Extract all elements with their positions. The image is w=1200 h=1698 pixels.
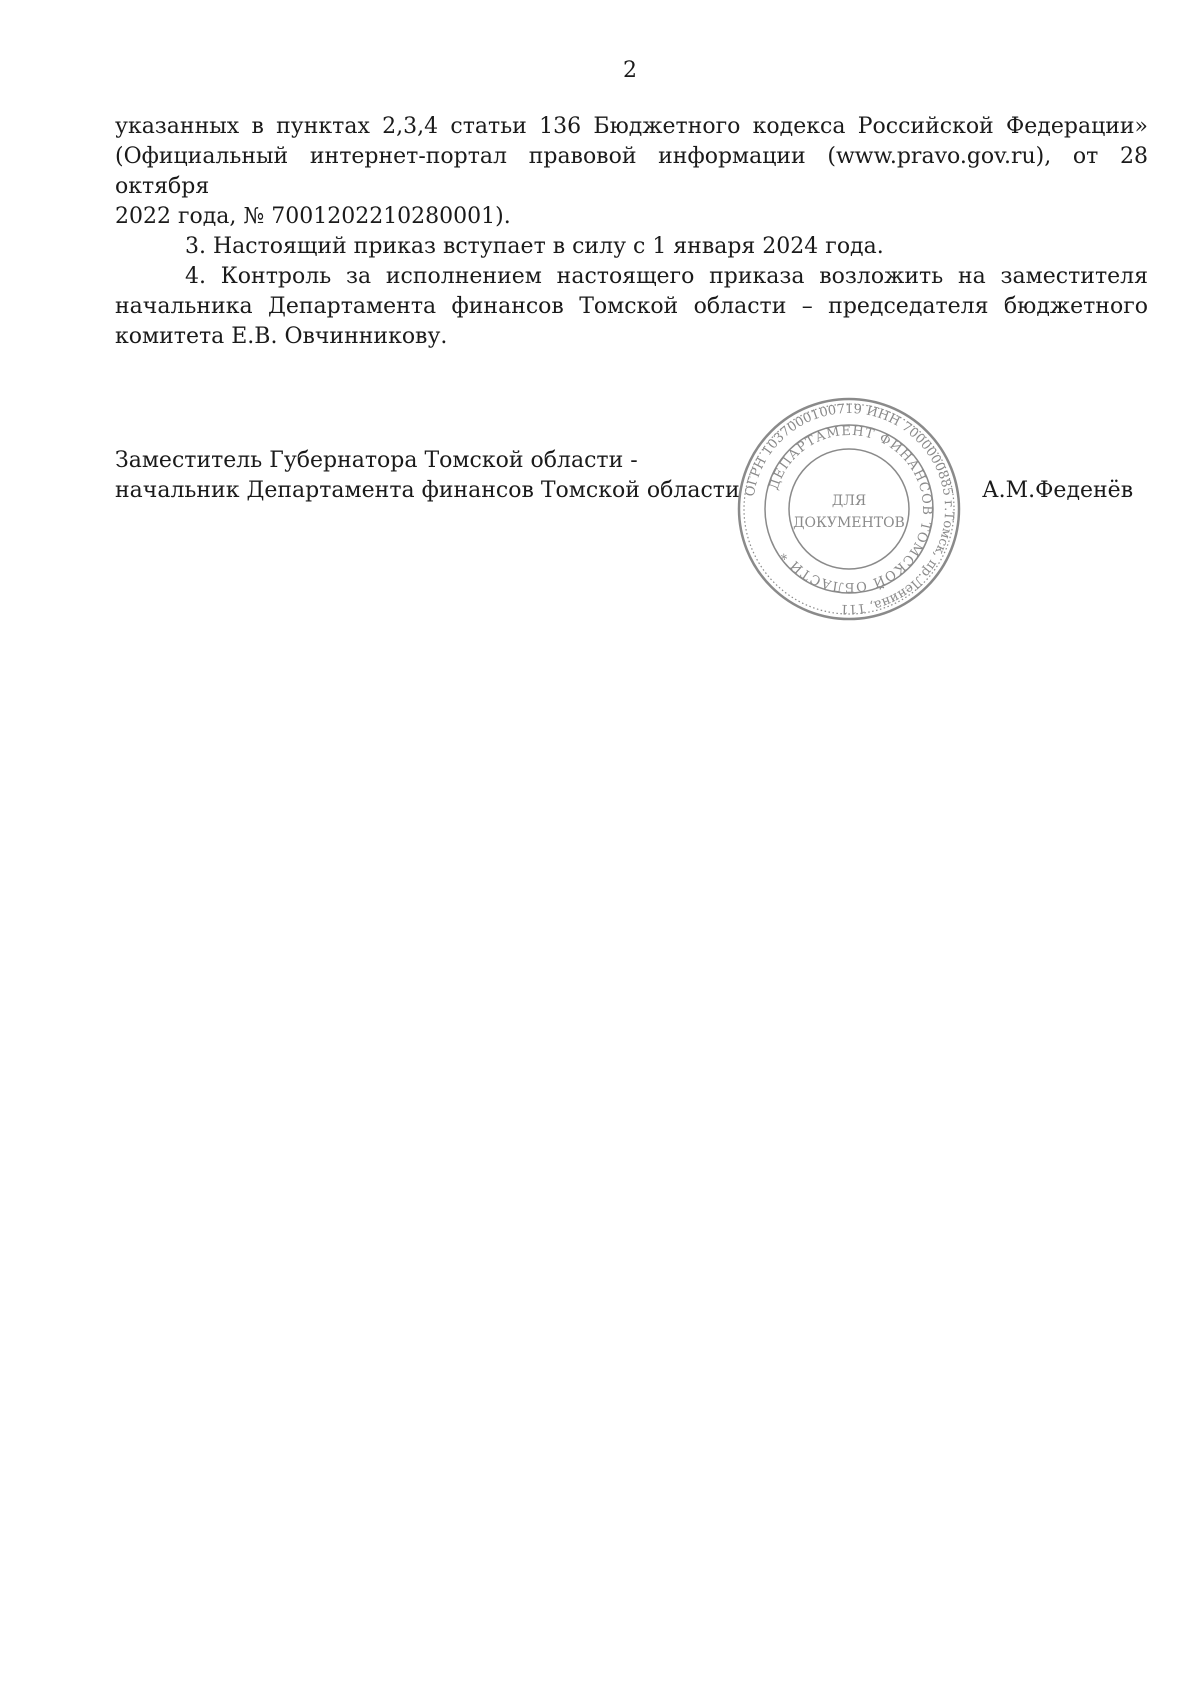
paragraph-line: начальника Департамента финансов Томской области – председателя бюджетного: [115, 294, 1148, 319]
page-number: 2: [623, 58, 637, 83]
official-seal: [735, 395, 963, 623]
document-body: [115, 112, 1148, 352]
seal-outer-text: ОГРН 1037000100719 ИНН 7000000885 г.Томск, пр.Ленина, 111: [742, 401, 957, 617]
paragraph-item-3: 3. Настоящий приказ вступает в силу с 1 января 2024 года.: [185, 234, 884, 259]
seal-center-line1: ДЛЯ: [831, 493, 867, 509]
paragraph-line: 4. Контроль за исполнением настоящего приказа возложить на заместителя: [185, 264, 1148, 289]
paragraph-line: (Официальный интернет-портал правовой информации (www.pravo.gov.ru), от 28 октября: [115, 144, 1148, 199]
paragraph-line: 2022 года, № 7001202210280001).: [115, 204, 511, 229]
position-line: Заместитель Губернатора Томской области -: [115, 448, 638, 473]
paragraph-legal-reference: [115, 112, 1148, 232]
signature-position: [115, 446, 740, 506]
signer-name: А.М.Феденёв: [982, 478, 1134, 503]
paragraph-item-4: [115, 262, 1148, 352]
paragraph-line: комитета Е.В. Овчинникову.: [115, 324, 448, 349]
seal-inner-text: ДЕПАРТАМЕНТ ФИНАНСОВ ТОМСКОЙ ОБЛАСТИ *: [766, 423, 935, 595]
paragraph-line: указанных в пунктах 2,3,4 статьи 136 Бюджетного кодекса Российской Федерации»: [115, 114, 1148, 139]
position-line: начальник Департамента финансов Томской области: [115, 478, 740, 503]
seal-center-line2: ДОКУМЕНТОВ: [793, 515, 905, 531]
